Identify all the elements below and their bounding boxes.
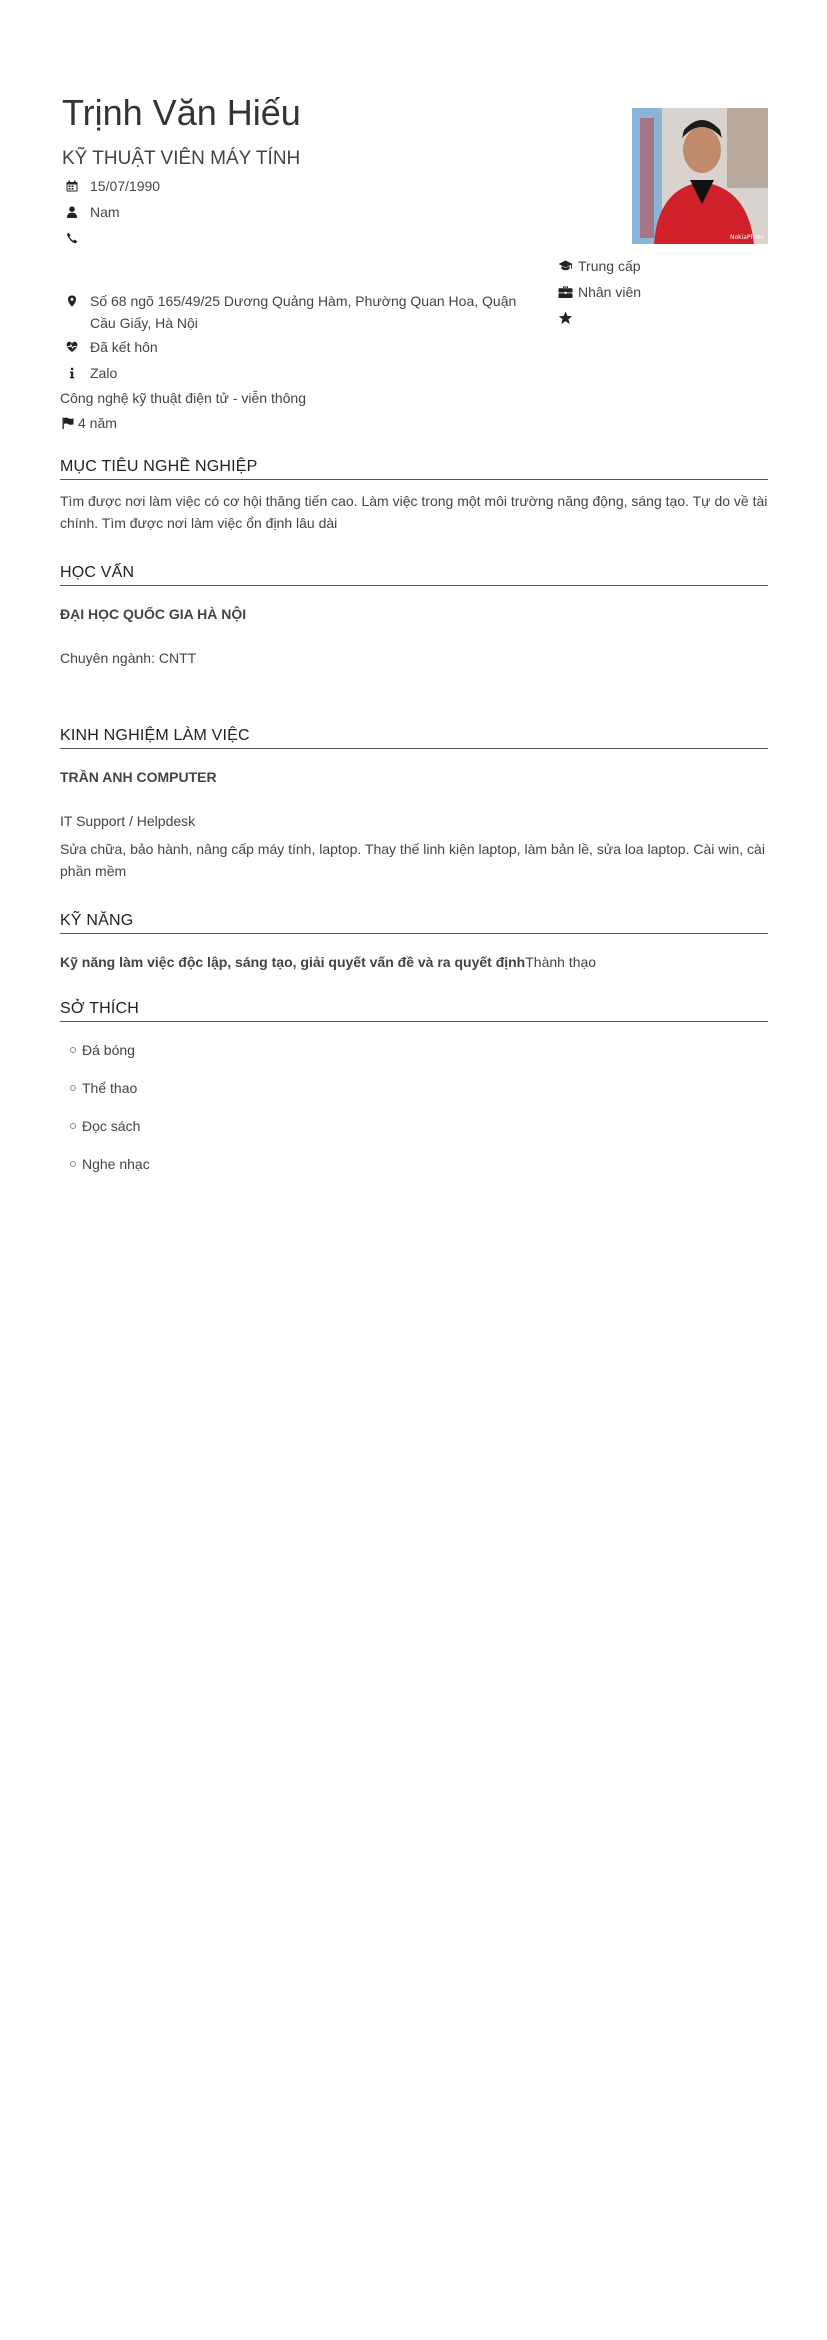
- contact-value: Zalo: [90, 365, 118, 381]
- marital-row: [62, 339, 158, 355]
- hobby-item: Thể thao: [70, 1080, 137, 1096]
- education-level-row: [556, 258, 641, 274]
- position-value: Nhân viên: [578, 284, 642, 300]
- address-value: Số 68 ngõ 165/49/25 Dương Quảng Hàm, Phường Quan Hoa, Quận Cầu Giấy, Hà Nội: [90, 293, 517, 331]
- experience-description: Sửa chữa, bảo hành, nâng cấp máy tính, laptop. Thay thế linh kiện laptop, làm bản lề, sửa loa laptop. Cài win, cài phần mềm: [60, 841, 765, 879]
- education-major: Chuyên ngành: CNTT: [60, 650, 197, 666]
- user-icon: [64, 204, 80, 220]
- skill-name: Kỹ năng làm việc độc lập, sáng tạo, giải quyết vấn đề và ra quyết định: [60, 954, 526, 970]
- flag-icon: [60, 415, 76, 431]
- education-level-value: Trung cấp: [578, 258, 641, 274]
- experience-years-row: [60, 415, 117, 431]
- hobbies-heading: SỞ THÍCH: [60, 1000, 768, 1022]
- skill-item: [60, 954, 596, 970]
- candidate-title: KỸ THUẬT VIÊN MÁY TÍNH: [62, 148, 301, 169]
- objective-text: Tìm được nơi làm việc có cơ hội thăng tiến cao. Làm việc trong một môi trường năng động, sáng tạo. Tự do về tài chính. Tìm được nơi làm việc ổn định lâu dài: [60, 493, 768, 531]
- objective-heading: MỤC TIÊU NGHỀ NGHIỆP: [60, 458, 768, 480]
- experience-company: TRẦN ANH COMPUTER: [60, 769, 217, 785]
- experience-years-value: 4 năm: [78, 415, 117, 431]
- hobby-item: Nghe nhạc: [70, 1156, 150, 1172]
- position-row: [556, 284, 641, 300]
- info-icon: [64, 365, 80, 381]
- gender-row: [62, 204, 120, 220]
- field-value: Công nghệ kỹ thuật điện tử - viễn thông: [60, 390, 306, 406]
- candidate-name: Trịnh Văn Hiếu: [62, 92, 301, 133]
- hobby-item: Đọc sách: [70, 1118, 140, 1134]
- address-row: [62, 290, 532, 334]
- birthday-row: [62, 178, 160, 194]
- briefcase-icon: [556, 284, 574, 300]
- education-school: ĐẠI HỌC QUỐC GIA HÀ NỘI: [60, 606, 247, 622]
- skills-heading: KỸ NĂNG: [60, 912, 768, 934]
- phone-row: [62, 230, 90, 246]
- skill-level: Thành thạo: [525, 954, 597, 970]
- bullet-icon: [70, 1085, 76, 1091]
- rating-row: [556, 310, 578, 326]
- marital-value: Đã kết hôn: [90, 339, 158, 355]
- graduation-cap-icon: [556, 258, 574, 274]
- svg-text:NokiaPhoto: NokiaPhoto: [730, 234, 765, 241]
- experience-role: IT Support / Helpdesk: [60, 813, 196, 829]
- contact-row: [62, 365, 117, 381]
- birthday-value: 15/07/1990: [90, 178, 161, 194]
- bullet-icon: [70, 1161, 76, 1167]
- education-heading: HỌC VẤN: [60, 564, 768, 586]
- heartbeat-icon: [64, 339, 80, 355]
- profile-photo: [632, 108, 768, 244]
- star-icon: [556, 310, 574, 326]
- gender-value: Nam: [90, 204, 120, 220]
- phone-icon: [64, 230, 80, 246]
- bullet-icon: [70, 1047, 76, 1053]
- bullet-icon: [70, 1123, 76, 1129]
- hobby-item: Đá bóng: [70, 1042, 135, 1058]
- experience-heading: KINH NGHIỆM LÀM VIỆC: [60, 727, 768, 749]
- map-marker-icon: [64, 293, 80, 309]
- calendar-icon: [64, 178, 80, 194]
